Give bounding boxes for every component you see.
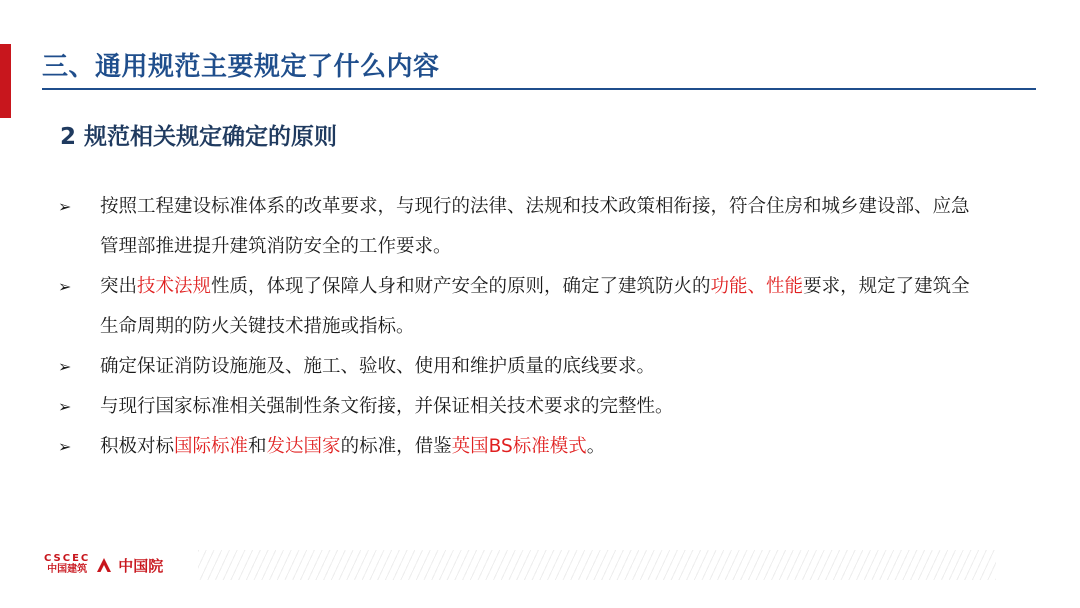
slide-title: 三、通用规范主要规定了什么内容 bbox=[42, 52, 440, 82]
footer-logo bbox=[44, 554, 163, 576]
bullet-text: 确定保证消防设施施及、施工、验收、使用和维护质量的底线要求。 bbox=[100, 356, 656, 377]
bullet-item bbox=[58, 347, 978, 387]
bullet-text: 和 bbox=[248, 436, 267, 457]
brand-name: 中国院 bbox=[118, 556, 164, 575]
bullet-item bbox=[58, 187, 978, 267]
arrow-bullet-icon: ➢ bbox=[58, 357, 72, 376]
bullet-item bbox=[58, 267, 978, 347]
bullet-item bbox=[58, 387, 978, 427]
highlighted-text: 英国BS标准模式 bbox=[451, 436, 587, 457]
section-subtitle: 2 规范相关规定确定的原则 bbox=[60, 124, 338, 150]
title-divider bbox=[42, 88, 1036, 90]
bullet-text: 的标准，借鉴 bbox=[340, 436, 452, 457]
cscec-letters: CSCEC bbox=[44, 553, 91, 564]
bullet-item bbox=[58, 427, 978, 467]
cscec-logo bbox=[44, 554, 90, 576]
arrow-bullet-icon: ➢ bbox=[58, 277, 72, 296]
bullet-text: 突出 bbox=[100, 276, 138, 297]
cscec-cn: 中国建筑 bbox=[47, 564, 88, 575]
bullet-list bbox=[58, 187, 978, 467]
bullet-text: 性质，体现了保障人身和财产安全的原则，确定了建筑防火的 bbox=[211, 276, 711, 297]
bullet-text: 。 bbox=[586, 436, 606, 457]
triangle-a-icon bbox=[96, 557, 112, 573]
arrow-bullet-icon: ➢ bbox=[58, 437, 72, 456]
bullet-text: 要求，规定了建筑全生命周期的防火关键技术措施或指标。 bbox=[100, 276, 970, 337]
arrow-bullet-icon: ➢ bbox=[58, 197, 72, 216]
highlighted-text: 国际标准 bbox=[174, 436, 249, 457]
highlighted-text: 发达国家 bbox=[266, 436, 341, 457]
bullet-text: 按照工程建设标准体系的改革要求，与现行的法律、法规和技术政策相衔接，符合住房和城乡建设部、应急管理部推进提升建筑消防安全的工作要求。 bbox=[100, 196, 970, 257]
highlighted-text: 功能、性能 bbox=[710, 276, 804, 297]
footer-decorative-pattern bbox=[198, 550, 996, 580]
arrow-bullet-icon: ➢ bbox=[58, 397, 72, 416]
bullet-text: 积极对标 bbox=[100, 436, 175, 457]
title-accent-bar bbox=[0, 44, 11, 118]
highlighted-text: 技术法规 bbox=[137, 276, 212, 297]
bullet-text: 与现行国家标准相关强制性条文衔接，并保证相关技术要求的完整性。 bbox=[100, 396, 674, 417]
